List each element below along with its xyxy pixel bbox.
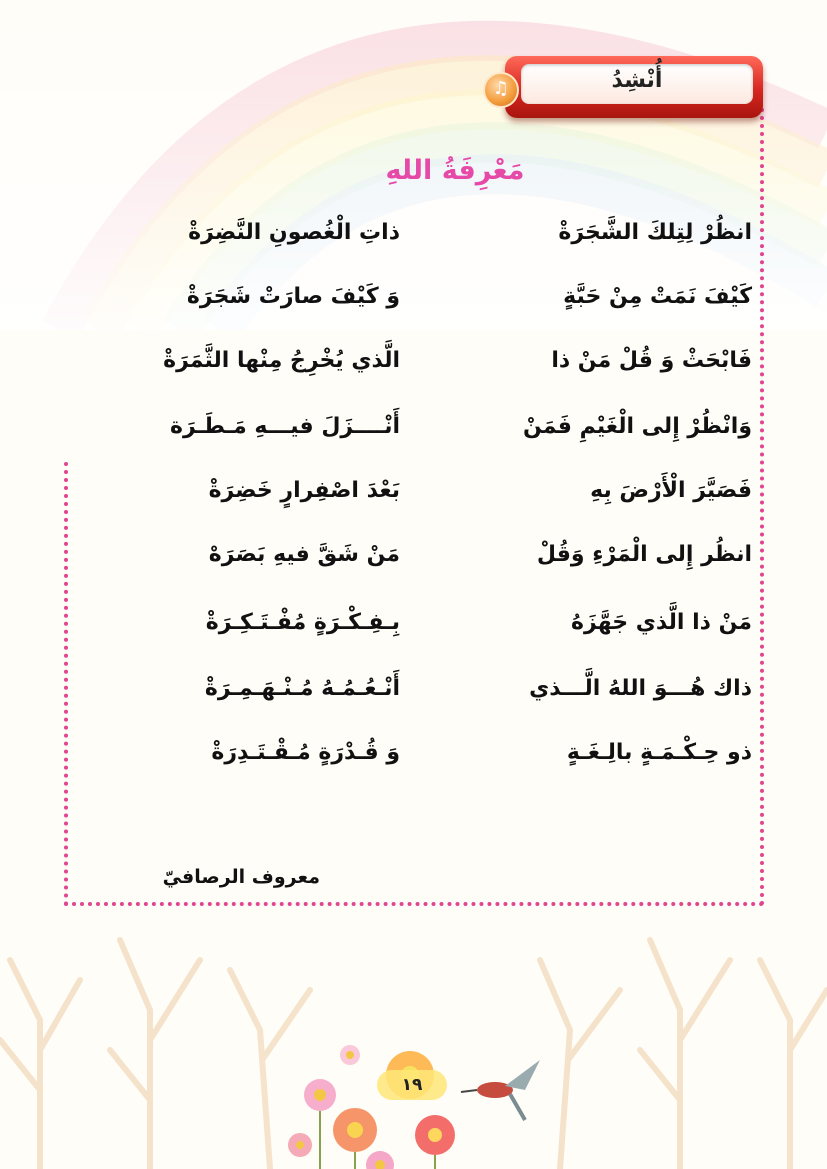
verse-second-hemistich: الَّذي يُخْرِجُ مِنْها الثَّمَرَةْ [163,348,400,373]
verse-first-hemistich: ذو حِـكْـمَـةٍ بالِـغَـةٍ [566,740,752,765]
verse-first-hemistich: انظُر إِلى الْمَرْءِ وَقُلْ [536,542,752,567]
verse-line [70,414,760,464]
verse-second-hemistich: أَنْـعُـمُـهُ مُـنْـهَـمِـرَةْ [204,676,400,701]
verse-first-hemistich: فَابْحَثْ وَ قُلْ مَنْ ذا [551,348,752,373]
verse-line [70,610,760,660]
verse-first-hemistich: وَانْظُرْ إِلى الْغَيْمِ فَمَنْ [522,414,752,439]
section-tab [505,56,763,118]
verse-line [70,284,760,334]
verse-second-hemistich: أَنْــــزَلَ فيـــهِ مَـطَـرَة [169,414,400,439]
poet-name: معروف الرصافيّ [162,866,320,888]
page-number: ١٩ [377,1070,447,1100]
verse-second-hemistich: بِـفِـكْـرَةٍ مُفْـتَـكِـرَةْ [205,610,400,635]
verse-second-hemistich: ذاتِ الْغُصونِ النَّضِرَةْ [188,220,400,245]
verse-line [70,348,760,398]
verse-line [70,676,760,726]
verse-line [70,220,760,270]
verse-first-hemistich: مَنْ ذا الَّذي جَهَّزَهُ [571,610,752,635]
verse-first-hemistich: ذاك هُـــوَ اللهُ الَّـــذي [529,676,752,701]
verse-second-hemistich: وَ كَيْفَ صارَتْ شَجَرَةْ [186,284,400,309]
section-tab-inner [521,64,753,104]
verse-second-hemistich: مَنْ شَقَّ فيهِ بَصَرَهْ [208,542,400,567]
section-label: أُنْشِدُ [611,68,663,93]
flowers-decoration [260,1035,560,1169]
verse-line [70,478,760,528]
verse-line [70,542,760,592]
verse-second-hemistich: وَ قُـدْرَةٍ مُـقْـتَـدِرَةْ [211,740,400,765]
verse-first-hemistich: فَصَيَّرَ الْأَرْضَ بِهِ [590,478,752,503]
verse-line [70,740,760,790]
verse-first-hemistich: انظُرْ لِتِلكَ الشَّجَرَةْ [558,220,752,245]
verse-second-hemistich: بَعْدَ اصْفِرارٍ خَضِرَةْ [208,478,400,503]
poem-title: مَعْرِفَةُ اللهِ [385,155,525,186]
music-note-icon: ♫ [483,72,519,108]
verse-first-hemistich: كَيْفَ نَمَتْ مِنْ حَبَّةٍ [563,284,752,309]
poem-frame-left-border [64,462,68,906]
verse-list [70,220,760,780]
